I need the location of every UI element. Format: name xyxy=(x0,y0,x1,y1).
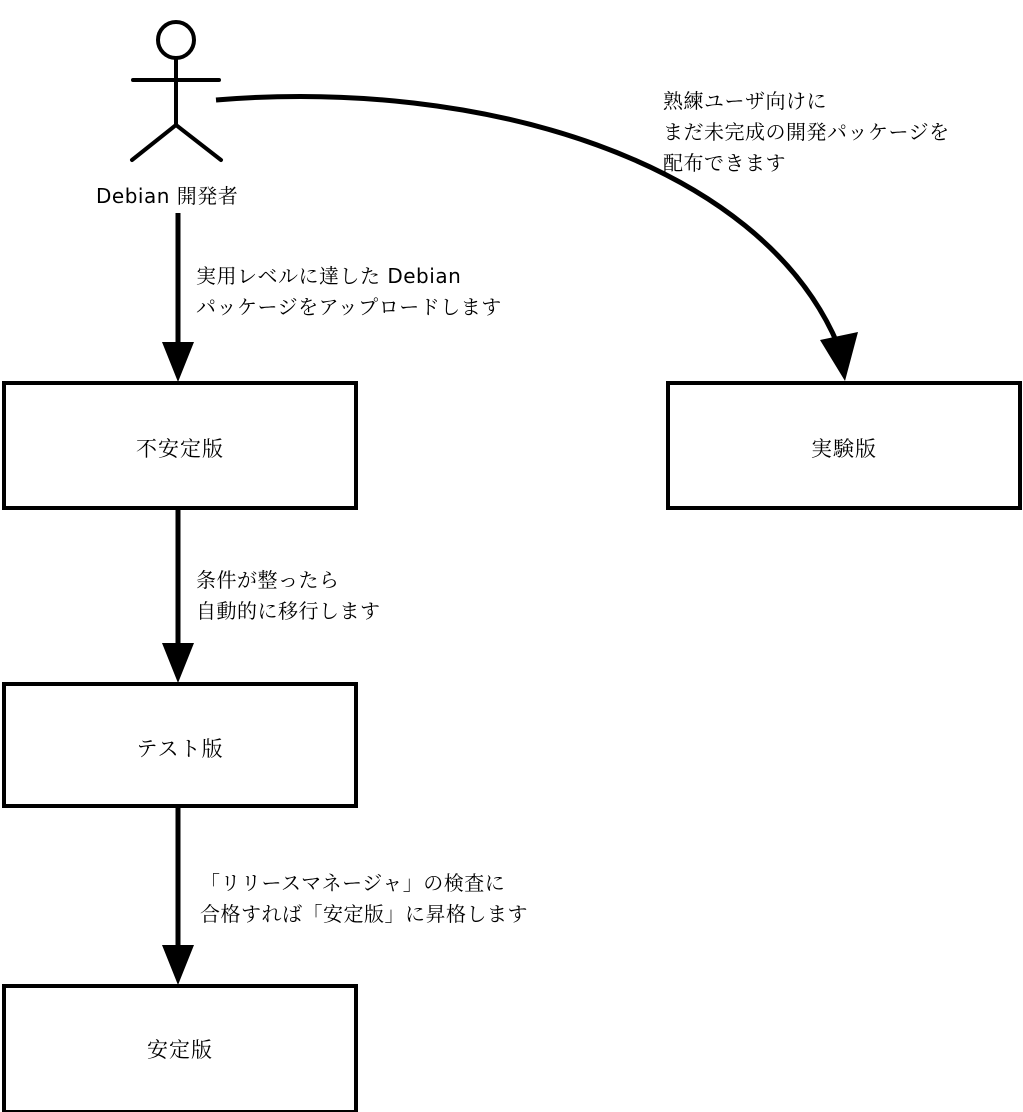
actor-head xyxy=(158,22,194,58)
edge-label-line-1: 条件が整ったら xyxy=(196,568,340,592)
edge-label-line-1: 熟練ユーザ向けに xyxy=(663,89,827,113)
arrow-unstable-to-testing xyxy=(162,508,194,683)
actor-right-leg xyxy=(176,125,221,160)
arrow-actor-to-unstable xyxy=(162,213,194,382)
edge-label-line-1: 実用レベルに達した Debian xyxy=(196,264,462,288)
edge-label-line-2: 自動的に移行します xyxy=(196,599,381,623)
edge-label-actor-to-unstable xyxy=(196,261,502,323)
node-label-testing: テスト版 xyxy=(136,737,224,761)
edge-label-line-1: 「リリースマネージャ」の検査に xyxy=(200,871,506,895)
actor-label: Debian 開発者 xyxy=(96,184,239,208)
edge-label-testing-to-stable xyxy=(200,868,528,930)
edge-label-actor-to-experimental xyxy=(663,86,950,179)
node-label-unstable: 不安定版 xyxy=(136,437,224,461)
edge-label-line-2: 合格すれば「安定版」に昇格します xyxy=(200,902,528,926)
arrow-testing-to-stable xyxy=(162,806,194,985)
edge-label-unstable-to-testing xyxy=(196,565,381,627)
actor-stick-figure xyxy=(132,22,221,160)
edge-label-line-2: まだ未完成の開発パッケージを xyxy=(663,120,950,144)
node-label-experimental: 実験版 xyxy=(811,437,877,461)
edge-label-line-3: 配布できます xyxy=(663,151,786,175)
node-label-stable: 安定版 xyxy=(147,1038,213,1062)
actor-left-leg xyxy=(132,125,176,160)
edge-label-line-2: パッケージをアップロードします xyxy=(196,295,502,319)
